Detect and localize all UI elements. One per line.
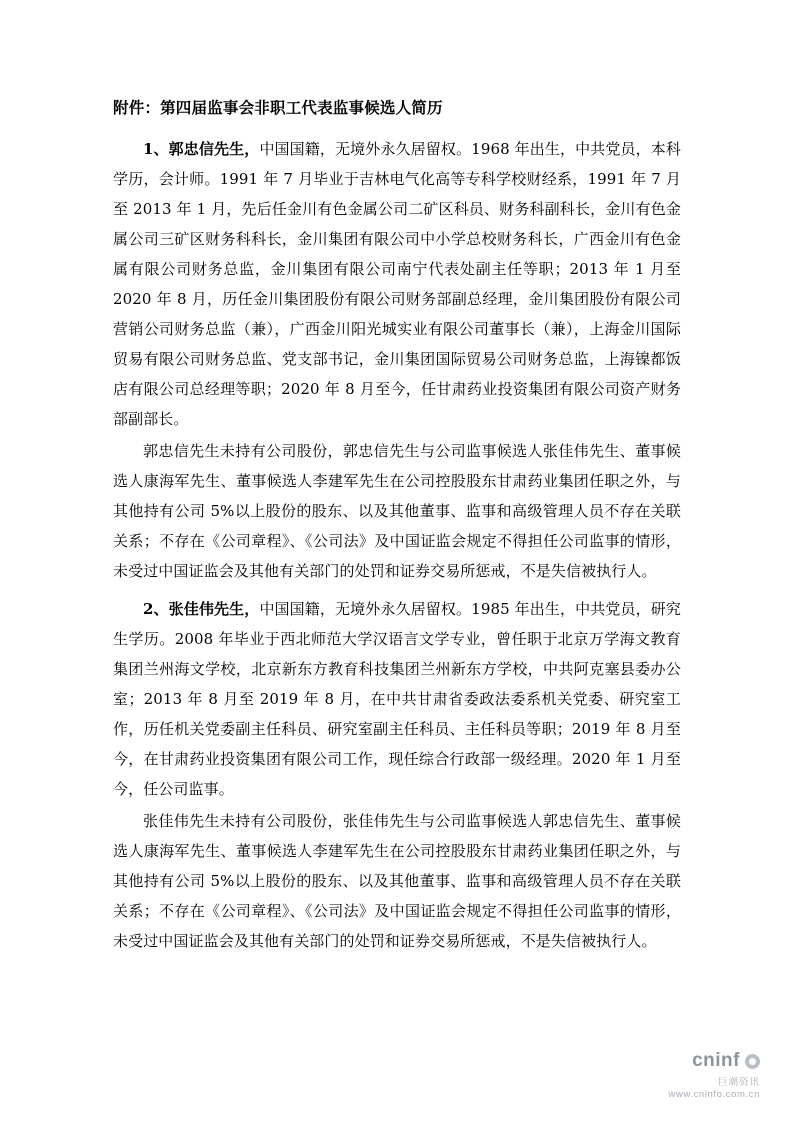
circle-logo-icon	[745, 1054, 760, 1069]
paragraph-4	[113, 806, 681, 956]
watermark-logo	[668, 1050, 760, 1100]
paragraph-2-text: 郭忠信先生未持有公司股份，郭忠信先生与公司监事候选人张佳伟先生、董事候选人康海军先生、董事候选人李建军先生在公司控股股东甘肃药业集团任职之外，与其他持有公司 5%以上股份的股东、以及其他董事、监事和高级管理人员不存在关联关系；不存在《公司章程》、《公司法》及中国证监会规定不得担任公司监事的情形，未受过中国证监会及其他有关部门的处罚和证券交易所惩戒，不是失信被执行人。	[113, 441, 681, 580]
paragraph-2	[113, 436, 681, 586]
page-title: 附件：第四届监事会非职工代表监事候选人简历	[113, 98, 443, 117]
paragraph-4-text: 张佳伟先生未持有公司股份，张佳伟先生与公司监事候选人郭忠信先生、董事候选人康海军先生、董事候选人李建军先生在公司控股股东甘肃药业集团任职之外，与其他持有公司 5%以上股份的股东、以及其他董事、监事和高级管理人员不存在关联关系；不存在《公司章程》、《公司法》及中国证监会规定不得担任公司监事的情形，未受过中国证监会及其他有关部门的处罚和证券交易所惩戒，不是失信被执行人。	[113, 811, 681, 950]
watermark-url: www.cninfo.com.cn	[668, 1089, 760, 1100]
paragraph-3-text: 中国国籍，无境外永久居留权。1985 年出生，中共党员，研究生学历。2008 年毕业于西北师范大学汉语言文学专业，曾任职于北京万学海文教育集团兰州海文学校，北京新东方教育科技集团兰州新东方学校，中共阿克塞县委办公室；2013 年 8 月至 2019 年 8 月，在中共甘肃省委政法委系机关党委、研究室工作，历任机关党委副主任科员、研究室副主任科员、主任科员等职；2019 年 8 月至今，在甘肃药业投资集团有限公司工作，现任综合行政部一级经理。2020 年 1 月至今，任公司监事。	[113, 599, 681, 798]
paragraph-1	[113, 134, 681, 434]
watermark-brand-row	[668, 1050, 760, 1072]
paragraph-3	[113, 594, 681, 804]
document-body	[113, 96, 681, 956]
paragraph-1-text: 中国国籍，无境外永久居留权。1968 年出生，中共党员，本科学历，会计师。1991 年 7 月毕业于吉林电气化高等专科学校财经系，1991 年 7 月至 2013 年 1 月，先后任金川有色金属公司二矿区科员、财务科副科长，金川有色金属公司三矿区财务科科长，金川集团有限公司中小学总校财务科长，广西金川有色金属有限公司财务总监，金川集团有限公司南宁代表处副主任等职；2013 年 1 月至 2020 年 8 月，历任金川集团股份有限公司财务部副总经理，金川集团股份有限公司营销公司财务总监（兼），广西金川阳光城实业有限公司董事长（兼），上海金川国际贸易有限公司财务总监、党支部书记，金川集团国际贸易公司财务总监，上海镍都饭店有限公司总经理等职；2020 年 8 月至今，任甘肃药业投资集团有限公司资产财务部副部长。	[113, 139, 681, 428]
watermark-chinese-text: 巨潮资讯	[717, 1077, 760, 1088]
paragraph-3-lead: 2、张佳伟先生，	[143, 599, 260, 618]
watermark-brand-text: cninf	[692, 1050, 740, 1071]
paragraph-1-lead: 1、郭忠信先生，	[143, 139, 260, 158]
